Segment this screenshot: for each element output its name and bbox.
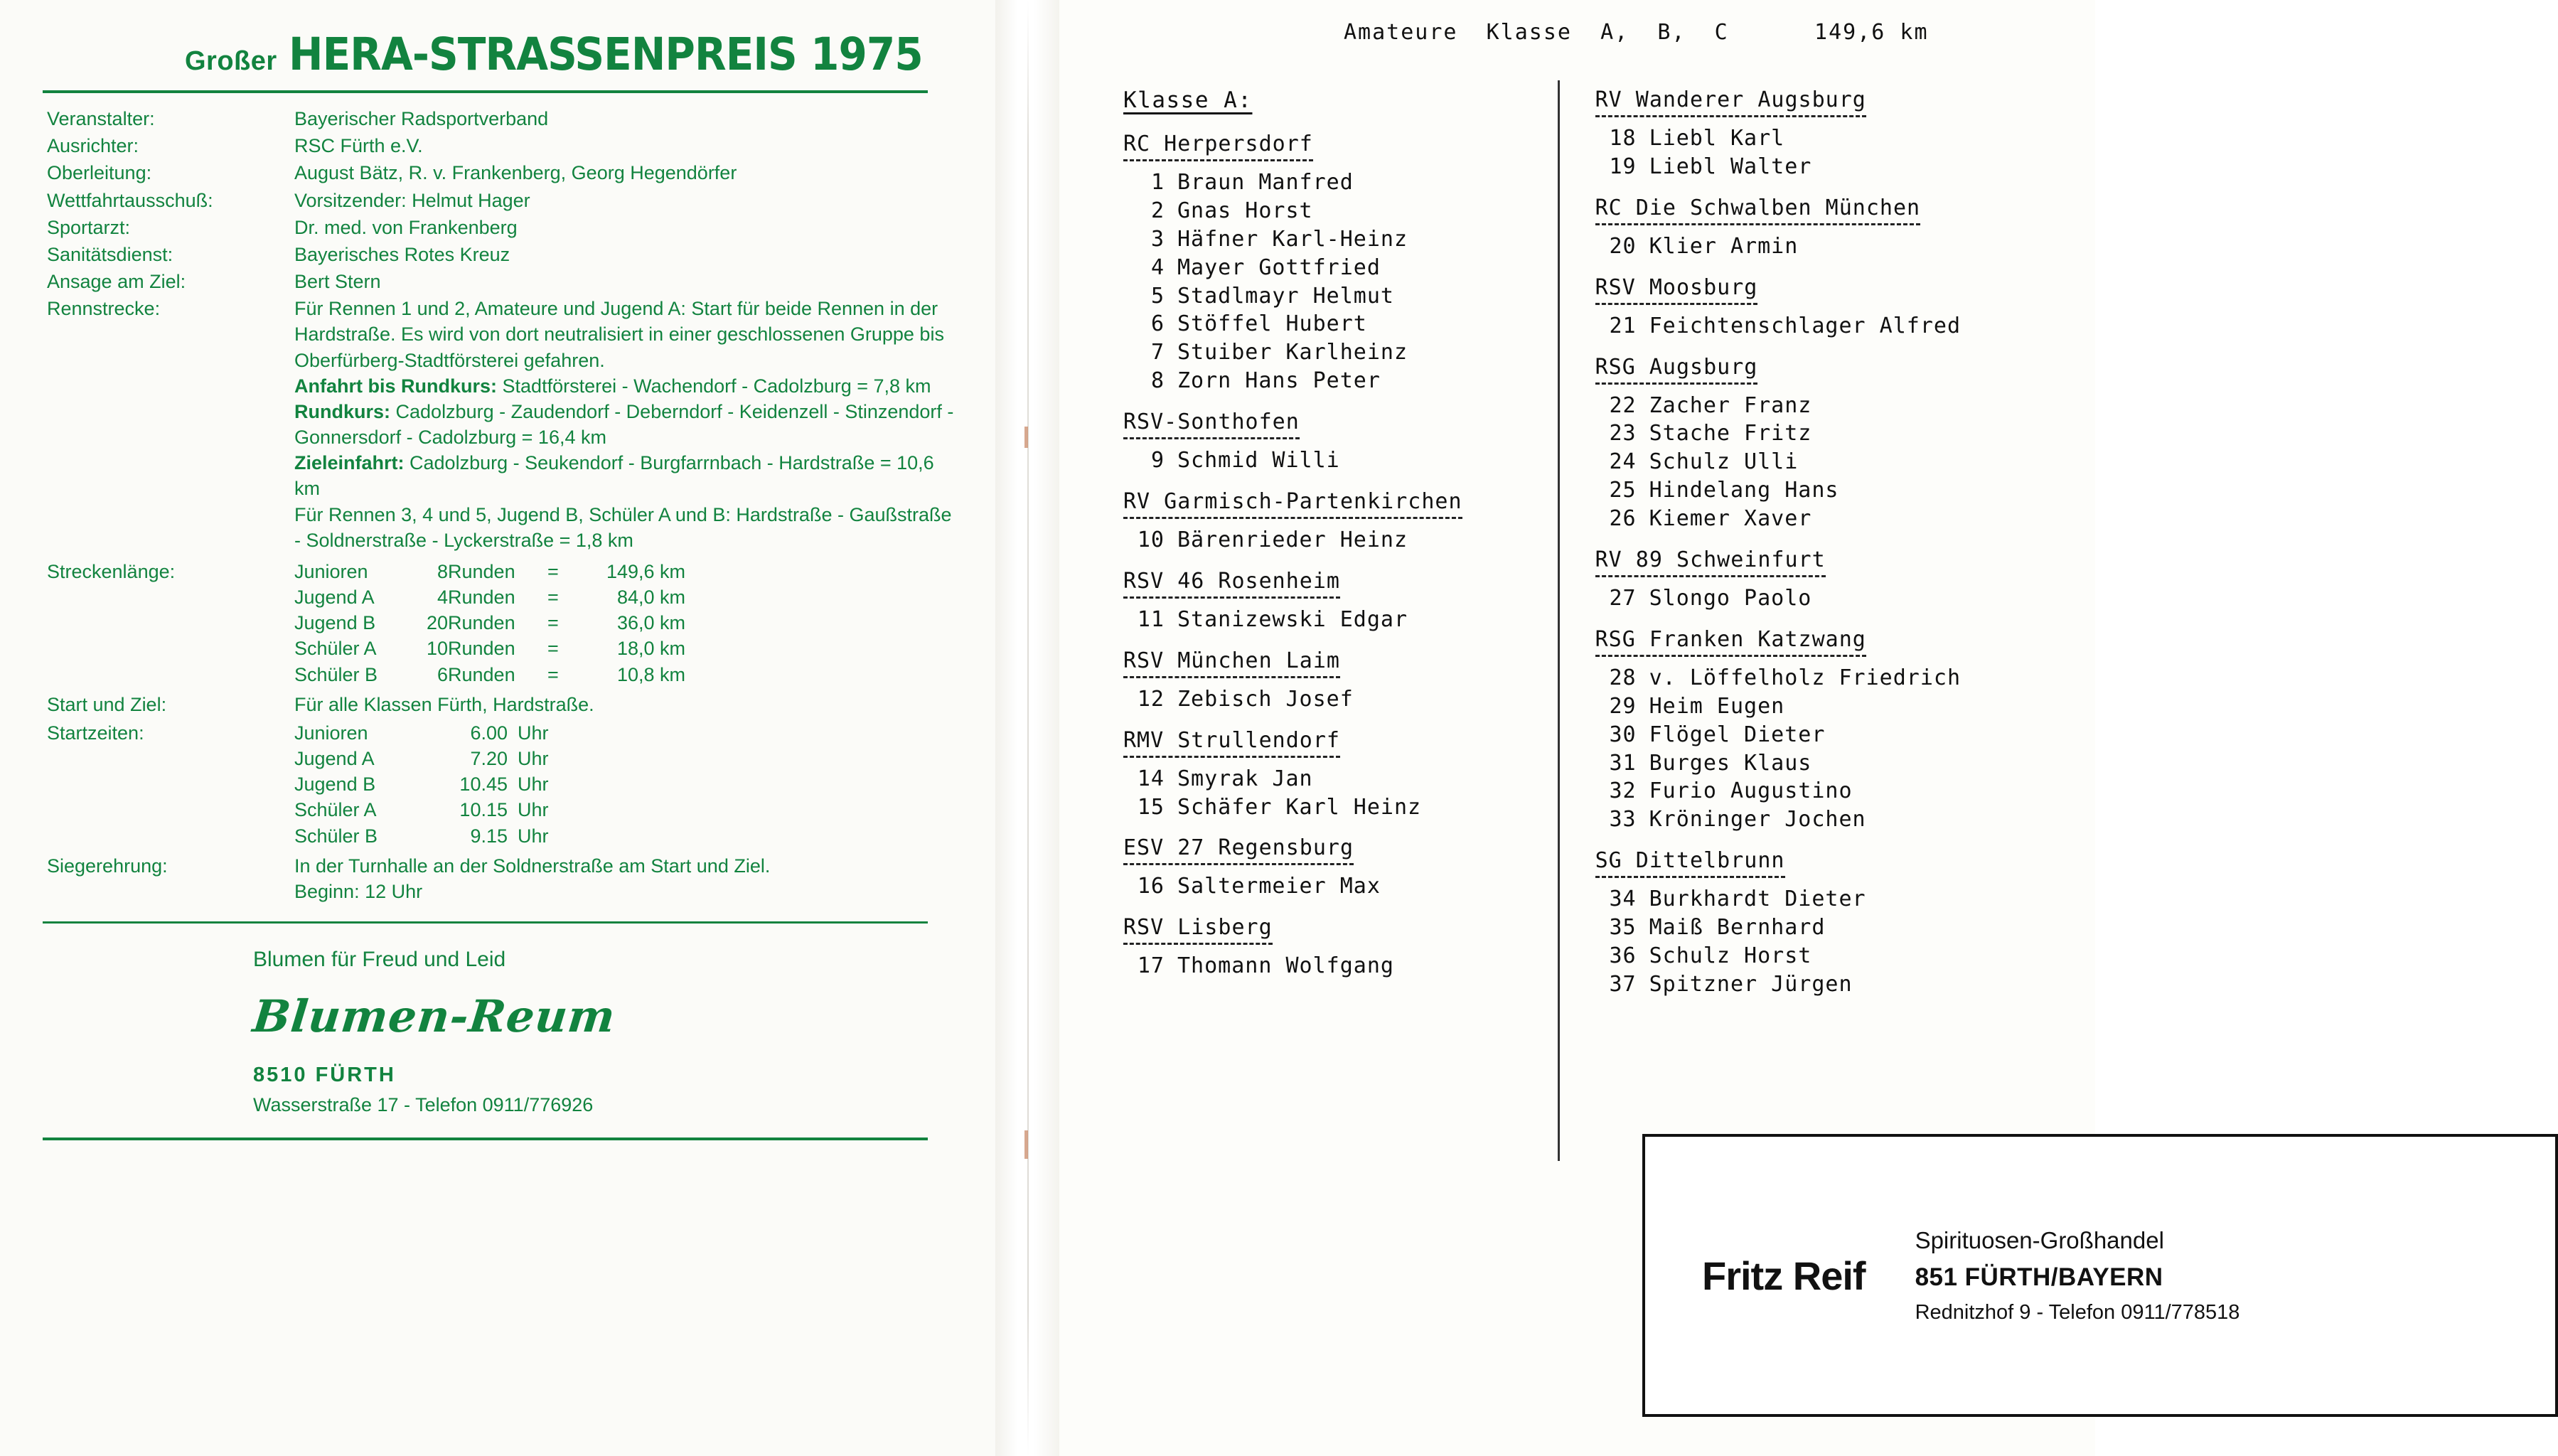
start-time-entry — [294, 823, 574, 849]
rider-row — [1595, 885, 2067, 914]
club-name: ESV 27 Regensburg — [1123, 835, 1354, 865]
info-row — [43, 188, 960, 213]
rider-number: 8 — [1150, 368, 1165, 394]
award-ceremony-value: In der Turnhalle an der Soldnerstraße am Start und Ziel. — [294, 855, 771, 877]
club-group — [1123, 714, 1558, 822]
distance-km: 149,6 km — [606, 560, 685, 582]
start-time-value: 9.15 — [470, 825, 508, 847]
distance-rounds: 10 — [426, 638, 448, 660]
rider-row — [1595, 476, 2067, 505]
rider-row — [1595, 664, 2067, 692]
distance-km: 18,0 km — [616, 638, 685, 660]
start-time-unit: Uhr — [518, 799, 549, 821]
start-finish-label: Start und Ziel: — [47, 693, 167, 715]
klasse-a-heading: Klasse A: — [1123, 87, 1253, 113]
distance-word: Runden — [448, 638, 515, 660]
rider-name: Zorn Hans Peter — [1177, 368, 1381, 394]
spirits-ad — [1642, 1134, 2558, 1417]
rider-row — [1123, 282, 1558, 311]
info-label: Veranstalter: — [47, 108, 155, 129]
rider-number: 3 — [1150, 226, 1165, 252]
course-ziel-text: Cadolzburg - Seukendorf - Burgfarrnbach - Hardstraße = 10,6 km — [294, 452, 934, 500]
club-name: RC Herpersdorf — [1123, 132, 1313, 161]
staple-mark-bottom — [1024, 1130, 1028, 1159]
info-value: RSC Fürth e.V. — [294, 135, 423, 157]
rider-number: 5 — [1150, 283, 1165, 309]
rider-number: 32 — [1609, 778, 1637, 804]
rider-number: 36 — [1609, 943, 1637, 969]
club-name: RC Die Schwalben München — [1595, 196, 1920, 225]
start-time-class: Jugend B — [294, 774, 376, 796]
course-anfahrt-text: Stadtförsterei - Wachendorf - Cadolzburg = 7,8 km — [502, 375, 931, 397]
course-row — [43, 296, 960, 553]
distance-rounds: 20 — [426, 612, 448, 634]
spirits-ad-address: Rednitzhof 9 - Telefon 0911/778518 — [1915, 1301, 2240, 1324]
distance-row — [43, 559, 960, 687]
start-finish-value: Für alle Klassen Fürth, Hardstraße. — [294, 693, 594, 715]
fold-line — [1027, 0, 1029, 1456]
rider-name: Feichtenschlager Alfred — [1649, 313, 1962, 338]
rider-number: 27 — [1609, 586, 1637, 611]
rider-row — [1123, 606, 1558, 634]
start-time-value: 10.15 — [459, 799, 508, 821]
florist-ad-address: Wasserstraße 17 - Telefon 0911/776926 — [253, 1094, 594, 1116]
rider-row — [1123, 168, 1558, 197]
course-ziel-label: Zieleinfahrt: — [294, 452, 405, 474]
distance-eq: = — [547, 587, 559, 609]
rider-name: Heim Eugen — [1649, 693, 1785, 719]
ad-divider-bottom — [43, 1138, 928, 1140]
club-group — [1595, 341, 2067, 533]
rider-number: 2 — [1150, 198, 1165, 223]
rider-name: Liebl Karl — [1649, 126, 1785, 151]
award-ceremony-row — [43, 853, 960, 904]
rider-name: Gnas Horst — [1177, 198, 1313, 223]
distance-eq: = — [547, 638, 559, 660]
info-value: Bert Stern — [294, 271, 381, 293]
distance-entry — [294, 584, 685, 610]
club-group — [1123, 634, 1558, 714]
rider-number: 14 — [1137, 766, 1165, 791]
rider-row — [1595, 505, 2067, 533]
rider-number: 33 — [1609, 807, 1637, 833]
info-label: Oberleitung: — [47, 162, 152, 184]
florist-ad — [43, 948, 960, 1116]
start-time-entry — [294, 797, 574, 823]
rider-row — [1595, 392, 2067, 420]
rider-number: 31 — [1609, 750, 1637, 776]
distance-eq: = — [547, 560, 559, 582]
rider-number: 29 — [1609, 693, 1637, 719]
distance-label: Streckenlänge: — [47, 560, 176, 582]
start-time-value: 10.45 — [459, 774, 508, 796]
rider-number: 25 — [1609, 478, 1637, 503]
rider-name: Schulz Ulli — [1649, 449, 1799, 475]
event-title — [43, 28, 960, 80]
rider-row — [1123, 685, 1558, 714]
event-info-table — [43, 106, 960, 904]
info-row — [43, 106, 960, 132]
rider-number: 22 — [1609, 392, 1637, 418]
rider-row — [1123, 367, 1558, 395]
distance-word: Runden — [448, 560, 515, 582]
award-ceremony-label: Siegerehrung: — [47, 855, 168, 877]
rider-name: Schmid Willi — [1177, 448, 1340, 473]
club-name: RV Garmisch-Partenkirchen — [1123, 489, 1462, 519]
club-name: RSV München Laim — [1123, 648, 1340, 678]
rider-name: Thomann Wolfgang — [1177, 953, 1394, 979]
rider-row — [1123, 793, 1558, 822]
spirits-ad-business: Spirituosen-Großhandel — [1915, 1226, 2164, 1253]
rider-row — [1595, 419, 2067, 448]
info-row — [43, 242, 960, 267]
info-row — [43, 160, 960, 186]
rider-row — [1123, 310, 1558, 338]
rider-row — [1123, 338, 1558, 367]
class-header: Amateure Klasse A, B, C 149,6 km — [1344, 20, 1929, 45]
start-time-unit: Uhr — [518, 722, 549, 744]
rider-name: Burkhardt Dieter — [1649, 887, 1866, 912]
rider-number: 16 — [1137, 874, 1165, 899]
info-row — [43, 269, 960, 294]
distance-km: 36,0 km — [616, 612, 685, 634]
rider-name: Spitzner Jürgen — [1649, 971, 1853, 997]
rider-number: 20 — [1609, 233, 1637, 259]
rider-number: 1 — [1150, 170, 1165, 195]
course-rundkurs-text: Cadolzburg - Zaudendorf - Deberndorf - Keidenzell - Stinzendorf - Gonnersdorf - Cadolzburg = 16,4 km — [294, 400, 954, 449]
distance-rounds: 6 — [437, 663, 448, 685]
florist-ad-slogan: Blumen für Freud und Leid — [253, 948, 506, 972]
column-divider — [1558, 80, 1560, 1161]
page-gutter — [995, 0, 1059, 1456]
distance-class: Jugend A — [294, 587, 375, 609]
rider-number: 4 — [1150, 255, 1165, 280]
club-name: RSG Franken Katzwang — [1595, 627, 1866, 657]
rider-name: Slongo Paolo — [1649, 586, 1812, 611]
info-label: Sanitätsdienst: — [47, 243, 173, 265]
florist-ad-city: 8510 FÜRTH — [253, 1064, 396, 1087]
distance-class: Schüler A — [294, 638, 377, 660]
club-name: RSV 46 Rosenheim — [1123, 569, 1340, 599]
rider-number: 19 — [1609, 154, 1637, 179]
rider-name: Hindelang Hans — [1649, 478, 1839, 503]
rider-number: 28 — [1609, 665, 1637, 690]
rider-name: Kröninger Jochen — [1649, 807, 1866, 833]
club-group — [1123, 475, 1558, 555]
rider-name: Stanizewski Edgar — [1177, 606, 1408, 632]
club-name: RV Wanderer Augsburg — [1595, 87, 1866, 117]
start-time-unit: Uhr — [518, 748, 549, 770]
rider-row — [1595, 970, 2067, 999]
rider-row — [1595, 942, 2067, 970]
rider-row — [1123, 197, 1558, 225]
club-name: SG Dittelbrunn — [1595, 848, 1785, 878]
rider-number: 6 — [1150, 311, 1165, 337]
rider-name: Schäfer Karl Heinz — [1177, 794, 1422, 820]
florist-ad-logo: Blumen-Reum — [250, 990, 619, 1043]
rider-number: 7 — [1150, 340, 1165, 365]
start-time-class: Junioren — [294, 722, 368, 744]
start-time-class: Schüler A — [294, 799, 377, 821]
club-group — [1595, 261, 2067, 341]
start-times-label: Startzeiten: — [47, 722, 144, 744]
rider-name: Klier Armin — [1649, 233, 1799, 259]
rider-row — [1595, 777, 2067, 805]
start-time-class: Schüler B — [294, 825, 378, 847]
rider-number: 18 — [1609, 126, 1637, 151]
rider-row — [1595, 584, 2067, 613]
distance-entry — [294, 636, 685, 661]
distance-word: Runden — [448, 663, 515, 685]
rider-name: Bärenrieder Heinz — [1177, 528, 1408, 553]
distance-class: Junioren — [294, 560, 368, 582]
rider-number: 15 — [1137, 794, 1165, 820]
course-value — [294, 296, 960, 553]
rider-row — [1595, 692, 2067, 721]
rider-row — [1595, 749, 2067, 778]
rider-name: Saltermeier Max — [1177, 874, 1381, 899]
rider-name: Burges Klaus — [1649, 750, 1812, 776]
startlist-column-left — [1116, 80, 1558, 1161]
rider-name: Kiemer Xaver — [1649, 506, 1812, 532]
rider-number: 24 — [1609, 449, 1637, 475]
club-name: RMV Strullendorf — [1123, 728, 1340, 758]
rider-row — [1595, 312, 2067, 341]
award-ceremony-start: Beginn: 12 Uhr — [294, 880, 423, 902]
info-value: Dr. med. von Frankenberg — [294, 216, 518, 238]
rider-name: Zacher Franz — [1649, 392, 1812, 418]
distance-rounds: 4 — [437, 587, 448, 609]
club-name: RV 89 Schweinfurt — [1595, 547, 1826, 577]
start-finish-row — [43, 692, 960, 717]
rider-row — [1595, 914, 2067, 942]
distance-entry — [294, 662, 685, 687]
start-time-entry — [294, 771, 574, 797]
start-time-value: 6.00 — [470, 722, 508, 744]
club-group — [1123, 395, 1558, 475]
rider-number: 9 — [1150, 448, 1165, 473]
spirits-ad-city: 851 FÜRTH/BAYERN — [1915, 1263, 2163, 1291]
rider-name: Stuiber Karlheinz — [1177, 340, 1408, 365]
club-group — [1595, 834, 2067, 999]
rider-name: Stöffel Hubert — [1177, 311, 1367, 337]
title-divider — [43, 90, 928, 93]
rider-row — [1595, 153, 2067, 181]
rider-row — [1123, 446, 1558, 475]
club-name: RSG Augsburg — [1595, 355, 1758, 385]
distance-entry — [294, 610, 685, 636]
rider-row — [1595, 448, 2067, 476]
rider-name: Liebl Walter — [1649, 154, 1812, 179]
info-label: Ausrichter: — [47, 135, 139, 157]
start-time-entry — [294, 720, 574, 746]
rider-number: 23 — [1609, 421, 1637, 446]
spirits-ad-brand: Fritz Reif — [1702, 1253, 1866, 1298]
info-value: Vorsitzender: Helmut Hager — [294, 189, 530, 211]
club-group — [1123, 555, 1558, 634]
course-outro: Für Rennen 3, 4 und 5, Jugend B, Schüler A und B: Hardstraße - Gaußstraße - Soldnerstraße - Lyckerstraße = 1,8 km — [294, 503, 952, 551]
ad-divider-top — [43, 921, 928, 924]
club-group — [1595, 181, 2067, 261]
rider-name: Smyrak Jan — [1177, 766, 1313, 791]
rider-row — [1123, 765, 1558, 793]
rider-number: 11 — [1137, 606, 1165, 632]
rider-row — [1595, 721, 2067, 749]
rider-row — [1123, 872, 1558, 901]
distance-word: Runden — [448, 587, 515, 609]
info-value: Bayerischer Radsportverband — [294, 108, 549, 129]
start-times-table — [294, 720, 574, 849]
start-times-row — [43, 720, 960, 849]
rider-name: Braun Manfred — [1177, 170, 1354, 195]
rider-number: 21 — [1609, 313, 1637, 338]
info-label: Sportarzt: — [47, 216, 131, 238]
club-name: RSV-Sonthofen — [1123, 410, 1300, 439]
course-intro: Für Rennen 1 und 2, Amateure und Jugend A: Start für beide Rennen in der Hardstraße. Es wird von dort neutralisiert in einer geschlossenen Gruppe bis Oberfürberg-Stadtförsterei gefahren. — [294, 298, 944, 371]
course-anfahrt-label: Anfahrt bis Rundkurs: — [294, 375, 498, 397]
rider-number: 10 — [1137, 528, 1165, 553]
rider-name: Häfner Karl-Heinz — [1177, 226, 1408, 252]
staple-mark-top — [1024, 427, 1028, 448]
rider-name: Zebisch Josef — [1177, 686, 1354, 712]
distance-km: 84,0 km — [616, 587, 685, 609]
info-label: Ansage am Ziel: — [47, 271, 186, 293]
info-label: Wettfahrtausschuß: — [47, 189, 213, 211]
course-ziel — [294, 450, 960, 501]
rider-number: 12 — [1137, 686, 1165, 712]
course-label: Rennstrecke: — [47, 298, 161, 320]
rider-number: 30 — [1609, 722, 1637, 747]
rider-name: Mayer Gottfried — [1177, 255, 1381, 280]
distance-table — [294, 559, 685, 687]
start-time-unit: Uhr — [518, 774, 549, 796]
right-page — [1059, 0, 2240, 1456]
club-group — [1123, 901, 1558, 980]
course-rundkurs-label: Rundkurs: — [294, 400, 390, 422]
info-value: Bayerisches Rotes Kreuz — [294, 243, 510, 265]
info-value: August Bätz, R. v. Frankenberg, Georg Hegendörfer — [294, 162, 737, 184]
distance-entry — [294, 559, 685, 584]
rider-row — [1123, 952, 1558, 980]
rider-row — [1595, 124, 2067, 153]
club-group — [1123, 132, 1558, 395]
distance-class: Jugend B — [294, 612, 376, 634]
title-main: HERA-STRASSENPREIS 1975 — [288, 28, 923, 80]
course-rundkurs — [294, 399, 960, 450]
rider-name: Maiß Bernhard — [1649, 915, 1826, 941]
club-group — [1123, 821, 1558, 901]
rider-row — [1123, 225, 1558, 254]
info-row — [43, 133, 960, 159]
rider-number: 35 — [1609, 915, 1637, 941]
startlist-column-right — [1584, 80, 2067, 1161]
info-row — [43, 215, 960, 240]
club-name: RSV Lisberg — [1123, 915, 1273, 945]
rider-row — [1595, 232, 2067, 261]
rider-name: Stache Fritz — [1649, 421, 1812, 446]
start-time-entry — [294, 746, 574, 771]
start-time-unit: Uhr — [518, 825, 549, 847]
rider-row — [1123, 526, 1558, 555]
distance-rounds: 8 — [437, 560, 448, 582]
start-time-class: Jugend A — [294, 748, 375, 770]
left-page — [0, 0, 995, 1456]
distance-km: 10,8 km — [616, 663, 685, 685]
title-prefix: Großer — [185, 46, 277, 76]
rider-row — [1595, 805, 2067, 834]
rider-number: 37 — [1609, 971, 1637, 997]
club-group — [1595, 533, 2067, 613]
rider-name: Furio Augustino — [1649, 778, 1853, 804]
rider-row — [1123, 254, 1558, 282]
distance-class: Schüler B — [294, 663, 378, 685]
club-group — [1595, 613, 2067, 834]
distance-eq: = — [547, 663, 559, 685]
club-name: RSV Moosburg — [1595, 275, 1758, 305]
start-time-value: 7.20 — [470, 748, 508, 770]
rider-name: Flögel Dieter — [1649, 722, 1826, 747]
startlist — [1116, 80, 2067, 1161]
distance-word: Runden — [448, 612, 515, 634]
rider-number: 34 — [1609, 887, 1637, 912]
course-anfahrt — [294, 373, 960, 399]
rider-name: v. Löffelholz Friedrich — [1649, 665, 1962, 690]
rider-name: Stadlmayr Helmut — [1177, 283, 1394, 309]
distance-eq: = — [547, 612, 559, 634]
rider-number: 17 — [1137, 953, 1165, 979]
rider-number: 26 — [1609, 506, 1637, 532]
rider-name: Schulz Horst — [1649, 943, 1812, 969]
club-group — [1595, 87, 2067, 181]
